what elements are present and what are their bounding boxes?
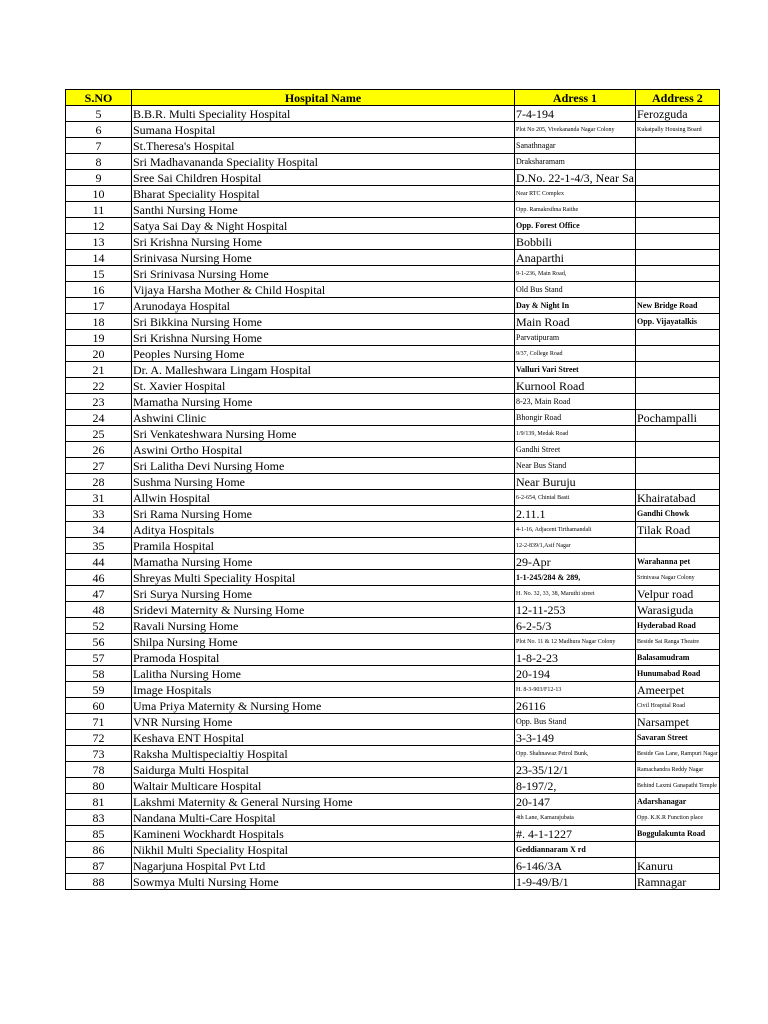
cell-hospital-name: VNR Nursing Home [132,714,515,730]
table-row [66,858,720,874]
cell-hospital-name: Sree Sai Children Hospital [132,170,515,186]
cell-sno: 52 [66,618,132,634]
cell-sno: 22 [66,378,132,394]
cell-hospital-name: Lakshmi Maternity & General Nursing Home [132,794,515,810]
cell-sno: 12 [66,218,132,234]
cell-sno: 19 [66,330,132,346]
cell-address-2: Velpur road [635,586,719,602]
cell-sno: 60 [66,698,132,714]
cell-address-1: 26116 [515,698,636,714]
cell-address-1: Near Buruju [515,474,636,490]
cell-hospital-name: Keshava ENT Hospital [132,730,515,746]
table-row [66,490,720,506]
cell-address-2 [635,234,719,250]
cell-hospital-name: Bharat Speciality Hospital [132,186,515,202]
cell-address-2 [635,330,719,346]
header-address-1: Adress 1 [515,90,636,106]
table-row [66,170,720,186]
cell-address-2: Narsampet [635,714,719,730]
cell-sno: 25 [66,426,132,442]
table-row [66,314,720,330]
cell-hospital-name: Pramila Hospital [132,538,515,554]
header-row [66,90,720,106]
cell-address-2 [635,282,719,298]
table-row [66,682,720,698]
cell-hospital-name: Dr. A. Malleshwara Lingam Hospital [132,362,515,378]
cell-sno: 24 [66,410,132,426]
cell-sno: 47 [66,586,132,602]
table-row [66,410,720,426]
cell-sno: 35 [66,538,132,554]
cell-address-1: 7-4-194 [515,106,636,122]
cell-sno: 8 [66,154,132,170]
cell-address-2 [635,442,719,458]
cell-sno: 44 [66,554,132,570]
table-row [66,618,720,634]
cell-address-1: 1/9/139, Medak Road [515,426,636,442]
cell-hospital-name: Mamatha Nursing Home [132,554,515,570]
cell-address-2: Kanuru [635,858,719,874]
table-row [66,650,720,666]
table-row [66,586,720,602]
cell-address-1: 8-197/2, [515,778,636,794]
cell-sno: 20 [66,346,132,362]
cell-hospital-name: Saidurga Multi Hospital [132,762,515,778]
header-sno: S.NO [66,90,132,106]
cell-sno: 56 [66,634,132,650]
cell-sno: 27 [66,458,132,474]
table-row [66,634,720,650]
cell-address-2: Adarshanagar [635,794,719,810]
cell-address-1: 1-8-2-23 [515,650,636,666]
table-row [66,378,720,394]
table-row [66,250,720,266]
cell-sno: 23 [66,394,132,410]
cell-address-2 [635,426,719,442]
cell-hospital-name: Sumana Hospital [132,122,515,138]
cell-hospital-name: Shreyas Multi Speciality Hospital [132,570,515,586]
cell-sno: 71 [66,714,132,730]
cell-hospital-name: Kamineni Wockhardt Hospitals [132,826,515,842]
table-row [66,714,720,730]
cell-hospital-name: Uma Priya Maternity & Nursing Home [132,698,515,714]
table-row [66,538,720,554]
cell-address-2 [635,154,719,170]
cell-hospital-name: Ashwini Clinic [132,410,515,426]
table-row [66,810,720,826]
cell-hospital-name: Nikhil Multi Speciality Hospital [132,842,515,858]
table-row [66,442,720,458]
cell-address-2: Savaran Street [635,730,719,746]
cell-address-2 [635,202,719,218]
cell-address-1: 6-2-5/3 [515,618,636,634]
cell-address-1: Main Road [515,314,636,330]
cell-hospital-name: St. Xavier Hospital [132,378,515,394]
cell-sno: 14 [66,250,132,266]
cell-sno: 17 [66,298,132,314]
cell-address-1: Anaparthi [515,250,636,266]
cell-address-2 [635,346,719,362]
cell-address-2: Beside Gas Lane, Rampuri Nagar [635,746,719,762]
cell-hospital-name: Sri Madhavananda Speciality Hospital [132,154,515,170]
cell-sno: 72 [66,730,132,746]
cell-hospital-name: Srinivasa Nursing Home [132,250,515,266]
cell-hospital-name: Sowmya Multi Nursing Home [132,874,515,890]
cell-address-2: Warahanna pet [635,554,719,570]
cell-address-2 [635,458,719,474]
cell-address-1: Bhongir Road [515,410,636,426]
cell-address-1: H. No. 32, 33, 38, Maruthi street [515,586,636,602]
table-row [66,362,720,378]
cell-sno: 81 [66,794,132,810]
cell-hospital-name: Sri Krishna Nursing Home [132,330,515,346]
cell-address-1: 4-1-16, Adjacent Tirthamandali [515,522,636,538]
cell-hospital-name: Sri Rama Nursing Home [132,506,515,522]
cell-address-2 [635,842,719,858]
table-row [66,234,720,250]
cell-hospital-name: Vijaya Harsha Mother & Child Hospital [132,282,515,298]
cell-address-2 [635,138,719,154]
cell-address-2: Civil Hospital Road [635,698,719,714]
table-row [66,106,720,122]
table-row [66,746,720,762]
cell-hospital-name: Pramoda Hospital [132,650,515,666]
table-row [66,778,720,794]
cell-hospital-name: Image Hospitals [132,682,515,698]
cell-sno: 80 [66,778,132,794]
cell-address-2 [635,394,719,410]
cell-address-2: Tilak Road [635,522,719,538]
cell-hospital-name: Allwin Hospital [132,490,515,506]
cell-address-2: Srinivasa Nagar Colony [635,570,719,586]
cell-sno: 83 [66,810,132,826]
cell-address-2 [635,186,719,202]
cell-hospital-name: Lalitha Nursing Home [132,666,515,682]
cell-sno: 15 [66,266,132,282]
table-row [66,474,720,490]
cell-address-1: 8-23, Main Road [515,394,636,410]
cell-sno: 21 [66,362,132,378]
cell-address-2: New Bridge Road [635,298,719,314]
table-row [66,874,720,890]
cell-address-1: Kurnool Road [515,378,636,394]
table-row [66,138,720,154]
cell-address-1: Sanathnagar [515,138,636,154]
cell-hospital-name: Aswini Ortho Hospital [132,442,515,458]
cell-hospital-name: Peoples Nursing Home [132,346,515,362]
table-row [66,730,720,746]
cell-address-1: H. 8-3-903/F12-13 [515,682,636,698]
cell-sno: 87 [66,858,132,874]
cell-hospital-name: Santhi Nursing Home [132,202,515,218]
cell-address-1: 9/37, College Road [515,346,636,362]
cell-sno: 6 [66,122,132,138]
table-row [66,570,720,586]
table-row [66,458,720,474]
cell-address-1: Opp. Ramakrsihna Raithe [515,202,636,218]
cell-address-1: Opp. Shahnawaz Petrol Bunk, [515,746,636,762]
cell-hospital-name: Satya Sai Day & Night Hospital [132,218,515,234]
cell-sno: 31 [66,490,132,506]
cell-address-1: 1-1-245/284 & 289, [515,570,636,586]
cell-sno: 7 [66,138,132,154]
cell-sno: 57 [66,650,132,666]
cell-address-2: Boggulakunta Road [635,826,719,842]
cell-address-2: Khairatabad [635,490,719,506]
cell-address-2: Opp. K.K.R Function place [635,810,719,826]
cell-address-2: Beside Sai Ranga Theatre [635,634,719,650]
cell-sno: 85 [66,826,132,842]
cell-sno: 28 [66,474,132,490]
cell-address-1: Day & Night In [515,298,636,314]
cell-address-2: Ameerpet [635,682,719,698]
table-row [66,282,720,298]
cell-address-1: Near Bus Stand [515,458,636,474]
cell-hospital-name: Raksha Multispecialtiy Hospital [132,746,515,762]
table-row [66,794,720,810]
cell-address-1: 29-Apr [515,554,636,570]
cell-address-1: 3-3-149 [515,730,636,746]
cell-address-1: Opp. Bus Stand [515,714,636,730]
cell-sno: 73 [66,746,132,762]
table-row [66,666,720,682]
cell-address-1: Geddiannaram X rd [515,842,636,858]
cell-address-1: Draksharamam [515,154,636,170]
cell-sno: 46 [66,570,132,586]
table-row [66,154,720,170]
cell-address-1: 9-1-236, Main Road, [515,266,636,282]
header-hospital-name: Hospital Name [132,90,515,106]
cell-sno: 86 [66,842,132,858]
cell-address-2: Gandhi Chowk [635,506,719,522]
table-row [66,826,720,842]
table-row [66,346,720,362]
cell-sno: 18 [66,314,132,330]
cell-hospital-name: Sridevi Maternity & Nursing Home [132,602,515,618]
table-row [66,602,720,618]
cell-address-1: Opp. Forest Office [515,218,636,234]
cell-sno: 59 [66,682,132,698]
cell-hospital-name: Sri Krishna Nursing Home [132,234,515,250]
cell-sno: 88 [66,874,132,890]
table-row [66,122,720,138]
cell-hospital-name: B.B.R. Multi Speciality Hospital [132,106,515,122]
cell-sno: 9 [66,170,132,186]
cell-address-2 [635,218,719,234]
cell-address-2: Hyderabad Road [635,618,719,634]
table-row [66,266,720,282]
table-row [66,202,720,218]
cell-hospital-name: Aditya Hospitals [132,522,515,538]
header-address-2: Address 2 [635,90,719,106]
cell-hospital-name: Sri Lalitha Devi Nursing Home [132,458,515,474]
cell-hospital-name: St.Theresa's Hospital [132,138,515,154]
cell-hospital-name: Sri Surya Nursing Home [132,586,515,602]
cell-address-2: Ferozguda [635,106,719,122]
cell-address-2: Pochampalli [635,410,719,426]
cell-address-2 [635,474,719,490]
cell-hospital-name: Sri Bikkina Nursing Home [132,314,515,330]
cell-hospital-name: Arunodaya Hospital [132,298,515,314]
cell-address-1: #. 4-1-1227 [515,826,636,842]
cell-hospital-name: Sri Venkateshwara Nursing Home [132,426,515,442]
cell-address-2: Ramachandra Reddy Nagar [635,762,719,778]
cell-address-1: 6-146/3A [515,858,636,874]
cell-address-1: 20-194 [515,666,636,682]
cell-address-1: Plot No 205, Vivekananda Nagar Colony [515,122,636,138]
cell-address-1: Parvatipuram [515,330,636,346]
hospital-table [65,89,720,890]
table-row [66,506,720,522]
cell-address-1: Gandhi Street [515,442,636,458]
cell-address-1: Bobbili [515,234,636,250]
cell-address-1: 20-147 [515,794,636,810]
table-row [66,698,720,714]
cell-sno: 34 [66,522,132,538]
cell-sno: 16 [66,282,132,298]
cell-address-1: Plot No. 11 & 12 Madhura Nagar Colony [515,634,636,650]
cell-address-2: Hunumabad Road [635,666,719,682]
cell-sno: 10 [66,186,132,202]
cell-address-2: Warasiguda [635,602,719,618]
cell-address-2: Kukatpally Housing Board [635,122,719,138]
table-row [66,554,720,570]
cell-address-1: 23-35/12/1 [515,762,636,778]
table-row [66,842,720,858]
cell-sno: 13 [66,234,132,250]
cell-hospital-name: Mamatha Nursing Home [132,394,515,410]
cell-address-2: Balasamudram [635,650,719,666]
cell-hospital-name: Ravali Nursing Home [132,618,515,634]
cell-address-2 [635,362,719,378]
cell-address-2: Opp. Vijayatalkis [635,314,719,330]
cell-sno: 5 [66,106,132,122]
cell-hospital-name: Sushma Nursing Home [132,474,515,490]
cell-address-1: 6-2-654, Chintal Basti [515,490,636,506]
table-row [66,330,720,346]
cell-address-1: Near RTC Complex [515,186,636,202]
cell-address-2 [635,170,719,186]
cell-sno: 11 [66,202,132,218]
cell-sno: 78 [66,762,132,778]
table-row [66,298,720,314]
cell-sno: 26 [66,442,132,458]
table-row [66,762,720,778]
cell-address-1: Old Bus Stand [515,282,636,298]
cell-address-1: 1-9-49/B/1 [515,874,636,890]
cell-address-1: 2.11.1 [515,506,636,522]
table-row [66,426,720,442]
cell-hospital-name: Waltair Multicare Hospital [132,778,515,794]
cell-address-1: Valluri Vari Street [515,362,636,378]
table-row [66,394,720,410]
cell-sno: 33 [66,506,132,522]
cell-address-1: 12-2-839/1,Asif Nagar [515,538,636,554]
cell-address-2 [635,266,719,282]
cell-sno: 58 [66,666,132,682]
table-row [66,218,720,234]
cell-address-1: 4th Lane, Kamarajubata [515,810,636,826]
table-row [66,522,720,538]
cell-address-2 [635,250,719,266]
cell-address-1: D.No. 22-1-4/3, Near Sa [516,170,634,185]
cell-hospital-name: Nagarjuna Hospital Pvt Ltd [132,858,515,874]
cell-address-2 [635,538,719,554]
cell-address-2: Behind Laxmi Ganapathi Temple [635,778,719,794]
cell-address-2 [635,378,719,394]
cell-address-2: Ramnagar [635,874,719,890]
cell-sno: 48 [66,602,132,618]
cell-hospital-name: Shilpa Nursing Home [132,634,515,650]
cell-hospital-name: Nandana Multi-Care Hospital [132,810,515,826]
cell-address-1: 12-11-253 [515,602,636,618]
table-row [66,186,720,202]
cell-hospital-name: Sri Srinivasa Nursing Home [132,266,515,282]
